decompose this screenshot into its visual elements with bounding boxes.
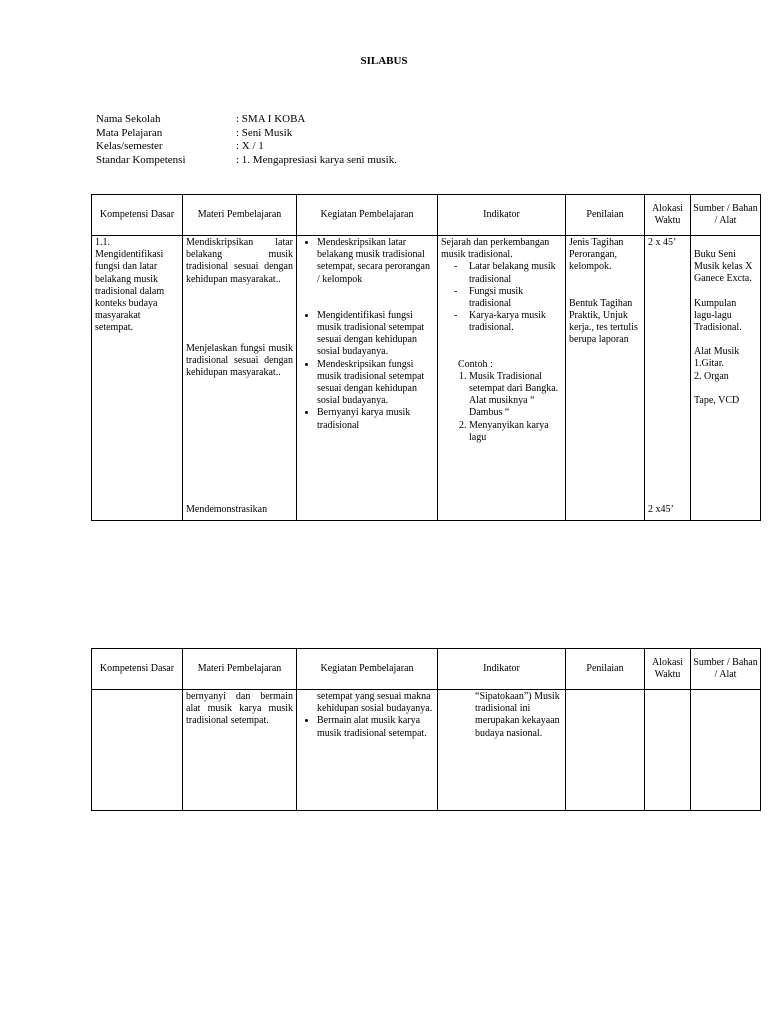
materi-item: Mendemonstrasikan xyxy=(186,504,268,515)
alokasi-2: 2 x45’ xyxy=(648,504,674,515)
sumber-organ: 2. Organ xyxy=(694,370,729,382)
header-penilaian: Penilaian xyxy=(566,195,645,236)
kegiatan-cell xyxy=(297,690,438,811)
kegiatan-cell xyxy=(297,236,438,521)
contoh-label: Contoh : xyxy=(458,358,493,370)
header-kompetensi: Kompetensi Dasar xyxy=(92,649,183,690)
header-penilaian: Penilaian xyxy=(566,649,645,690)
info-value: : Seni Musik xyxy=(236,126,293,139)
kegiatan-item: • Mendeskripsikan latar belakang musik tradisional setempat, secara perorangan / kelompok xyxy=(317,237,434,286)
header-kegiatan: Kegiatan Pembelajaran xyxy=(297,195,438,236)
info-value: : SMA I KOBA xyxy=(236,113,306,125)
indikator-cell xyxy=(438,690,566,811)
penilaian-cell xyxy=(566,690,645,811)
header-alokasi: Alokasi Waktu xyxy=(645,195,691,236)
alokasi-1: 2 x 45’ xyxy=(648,237,677,248)
indikator-intro: Sejarah dan perkembangan musik tradisional. xyxy=(441,237,550,261)
materi-item: Mendiskripsikan latar belakang musik tradisional sesuai dengan kehidupan masyarakat.. xyxy=(186,237,293,285)
info-label: Mata Pelajaran xyxy=(96,126,163,139)
materi-item: Menjelaskan fungsi musik tradisional sesuai dengan kehidupan masyarakat.. xyxy=(186,343,293,379)
sumber-media: Tape, VCD xyxy=(694,394,740,406)
sumber-alat: Alat Musik xyxy=(694,346,740,358)
penilaian-jenis: Jenis Tagihan Perorangan, kelompok. xyxy=(569,237,624,273)
sumber-lagu: Kumpulan lagu-lagu Tradisional. xyxy=(694,297,742,334)
sumber-buku: Buku Seni Musik kelas X Ganece Excta. xyxy=(694,249,753,285)
materi-cell xyxy=(183,690,297,811)
table-header-row xyxy=(92,649,761,690)
kegiatan-item: • Mendeskripsikan fungsi musik tradisional setempat sesuai dengan kehidupan sosial budayanya. xyxy=(317,359,434,408)
indikator-list xyxy=(441,261,562,334)
info-label: Kelas/semester xyxy=(96,140,163,152)
alokasi-cell xyxy=(645,690,691,811)
sumber-cell xyxy=(691,236,761,521)
info-label: Standar Kompetensi xyxy=(96,153,186,166)
table-row xyxy=(92,690,761,811)
kegiatan-list xyxy=(300,715,434,739)
kd-cell xyxy=(92,690,183,811)
syllabus-table-2 xyxy=(91,648,761,811)
indikator-continued: “Sipatokaan”) Musik tradisional ini merupakan kekayaan budaya nasional. xyxy=(475,691,560,739)
table-header-row xyxy=(92,195,761,236)
header-indikator: Indikator xyxy=(438,649,566,690)
header-kompetensi: Kompetensi Dasar xyxy=(92,195,183,236)
header-indikator: Indikator xyxy=(438,195,566,236)
penilaian-cell xyxy=(566,236,645,521)
indikator-cell xyxy=(438,236,566,521)
info-value: : X / 1 xyxy=(236,140,264,152)
contoh-list xyxy=(441,371,562,444)
header-sumber: Sumber / Bahan / Alat xyxy=(691,649,761,690)
info-label: Nama Sekolah xyxy=(96,113,161,125)
syllabus-table-1 xyxy=(91,194,761,521)
info-value: : 1. Mengapresiasi karya seni musik. xyxy=(236,153,397,166)
header-sumber: Sumber / Bahan / Alat xyxy=(691,195,761,236)
kegiatan-item: • Mengidentifikasi fungsi musik tradisional setempat sesuai dengan kehidupan sosial budayanya. xyxy=(317,310,434,359)
header-alokasi: Alokasi Waktu xyxy=(645,649,691,690)
kd-cell xyxy=(92,236,183,521)
sumber-gitar: 1.Gitar. xyxy=(694,358,724,370)
table-row xyxy=(92,236,761,521)
indikator-item: - Karya-karya musik tradisional. xyxy=(469,310,562,334)
penilaian-bentuk: Bentuk Tagihan Praktik, Unjuk kerja., tes tertulis berupa laporan xyxy=(569,297,638,346)
materi-cell xyxy=(183,236,297,521)
header-kegiatan: Kegiatan Pembelajaran xyxy=(297,649,438,690)
contoh-item: 2. Menyanyikan karya lagu xyxy=(469,420,562,444)
sumber-cell xyxy=(691,690,761,811)
kegiatan-item: • Bermain alat musik karya musik tradisional setempat. xyxy=(317,715,434,739)
materi-item: bernyanyi dan bermain alat musik karya musik tradisional setempat. xyxy=(186,691,293,727)
kegiatan-item: • Bernyanyi karya musik tradisional xyxy=(317,407,434,431)
alokasi-cell xyxy=(645,236,691,521)
kd-text: 1.1. Mengidentifikasi fungsi dan latar belakang musik tradisional dalam konteks budaya masyarakat setempat. xyxy=(95,237,165,334)
indikator-item: - Latar belakang musik tradisional xyxy=(469,261,562,285)
school-info xyxy=(0,113,768,169)
header-materi: Materi Pembelajaran xyxy=(183,195,297,236)
header-materi: Materi Pembelajaran xyxy=(183,649,297,690)
kegiatan-continued: setempat yang sesuai makna kehidupan sosial budayanya. xyxy=(317,691,433,715)
page-title: SILABUS xyxy=(360,55,408,67)
indikator-item: - Fungsi musik tradisional xyxy=(469,286,562,310)
kegiatan-list xyxy=(300,237,434,432)
contoh-item: 1. Musik Tradisional setempat dari Bangka. Alat musiknya “ Dambus “ xyxy=(469,371,562,420)
